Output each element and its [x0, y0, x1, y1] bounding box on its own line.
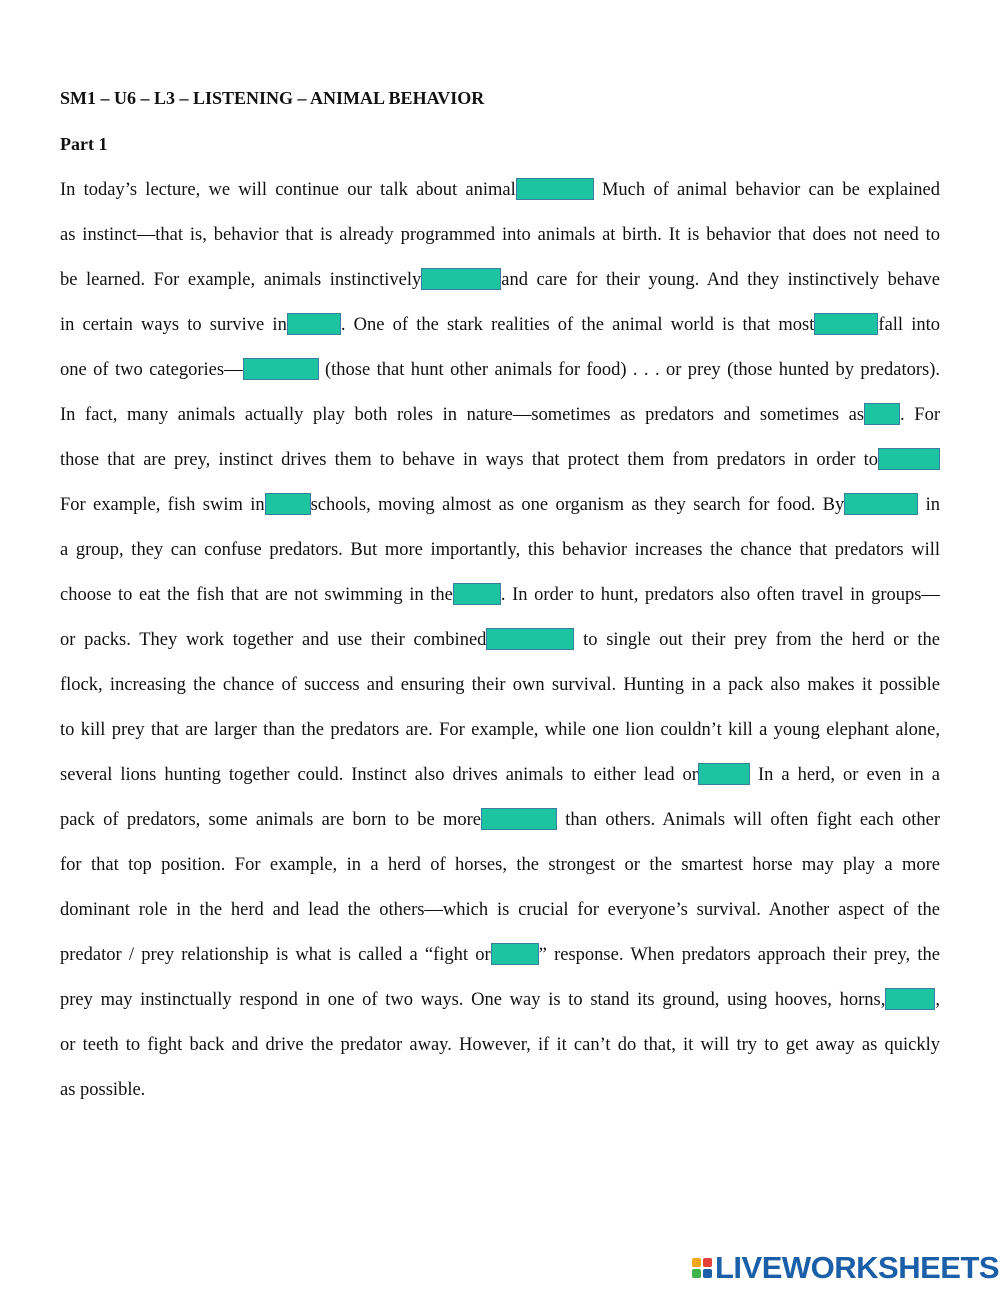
passage-line: [60, 985, 940, 1015]
answer-blank[interactable]: [878, 448, 940, 470]
text-segment: several lions hunting together could. Instinct also drives animals to either lead or: [60, 765, 698, 785]
logo-mark-icon: [692, 1258, 712, 1278]
text-segment: a group, they can confuse predators. But more importantly, this behavior increases the chance that predators will: [60, 540, 940, 560]
text-segment: In a herd, or even in a: [749, 765, 940, 785]
text-segment: those that are prey, instinct drives them to behave in ways that protect them from predators in order to: [60, 450, 878, 470]
text-segment: For example, fish swim in: [60, 495, 265, 515]
text-segment: or packs. They work together and use their combined: [60, 630, 487, 650]
text-segment: choose to eat the fish that are not swimming in the: [60, 585, 453, 605]
answer-blank[interactable]: [287, 313, 341, 335]
text-segment: (those that hunt other animals for food) . . . or prey (those hunted by predators).: [318, 360, 940, 380]
text-segment: In today’s lecture, we will continue our talk about animal: [60, 180, 516, 200]
answer-blank[interactable]: [491, 943, 539, 965]
logo-square: [692, 1258, 701, 1267]
logo-square: [703, 1269, 712, 1278]
text-segment: as instinct—that is, behavior that is already programmed into animals at birth. It is behavior that does not need to: [60, 225, 940, 245]
text-segment: ” response. When predators approach their prey, the: [538, 945, 940, 965]
text-segment: fall into: [878, 315, 941, 335]
logo-text: LIVEWORKSHEETS: [715, 1250, 1000, 1285]
passage-line: [60, 895, 940, 925]
text-segment: prey may instinctually respond in one of two ways. One way is to stand its ground, using hooves, horns,: [60, 990, 886, 1010]
text-segment: Much of animal behavior can be explained: [593, 180, 940, 200]
text-segment: In fact, many animals actually play both roles in nature—sometimes as predators and sometimes as: [60, 405, 865, 425]
logo-square: [703, 1258, 712, 1267]
answer-blank[interactable]: [885, 988, 935, 1010]
passage-line: [60, 355, 940, 385]
answer-blank[interactable]: [421, 268, 501, 290]
text-segment: one of two categories—: [60, 360, 243, 380]
liveworksheets-logo: [692, 1252, 999, 1284]
text-segment: than others. Animals will often fight each other: [557, 810, 940, 830]
passage-line: [60, 490, 940, 520]
answer-blank[interactable]: [814, 313, 878, 335]
answer-blank[interactable]: [265, 493, 311, 515]
text-segment: dominant role in the herd and lead the others—which is crucial for everyone’s survival. Another aspect of the: [60, 900, 940, 920]
passage-line: [60, 1075, 940, 1105]
text-segment: or teeth to fight back and drive the predator away. However, if it can’t do that, it will try to get away as quickly: [60, 1035, 940, 1055]
text-segment: in: [918, 495, 941, 515]
text-segment: flock, increasing the chance of success and ensuring their own survival. Hunting in a pack also makes it possible: [60, 675, 940, 695]
passage-line: [60, 265, 940, 295]
passage-line: [60, 1030, 940, 1060]
text-segment: and care for their young. And they instinctively behave: [501, 270, 941, 290]
text-segment: to kill prey that are larger than the predators are. For example, while one lion couldn’t kill a young elephant alone,: [60, 720, 940, 740]
passage-line: [60, 400, 940, 430]
worksheet-title: SM1 – U6 – L3 – LISTENING – ANIMAL BEHAVIOR: [60, 88, 485, 108]
text-segment: . For: [900, 405, 940, 425]
answer-blank[interactable]: [243, 358, 319, 380]
text-segment: in certain ways to survive in: [60, 315, 287, 335]
passage-line: [60, 940, 940, 970]
logo-square: [692, 1269, 701, 1278]
passage-line: [60, 805, 940, 835]
text-segment: . In order to hunt, predators also often travel in groups—: [500, 585, 941, 605]
answer-blank[interactable]: [844, 493, 918, 515]
answer-blank[interactable]: [698, 763, 750, 785]
passage-line: [60, 670, 940, 700]
part-heading: Part 1: [60, 134, 108, 154]
answer-blank[interactable]: [516, 178, 594, 200]
text-segment: be learned. For example, animals instinctively: [60, 270, 422, 290]
passage-line: [60, 445, 940, 475]
passage-line: [60, 310, 940, 340]
answer-blank[interactable]: [481, 808, 557, 830]
passage-line: [60, 760, 940, 790]
text-segment: as possible.: [60, 1080, 146, 1100]
text-segment: for that top position. For example, in a herd of horses, the strongest or the smartest horse may play a more: [60, 855, 940, 875]
passage-line: [60, 850, 940, 880]
text-segment: . One of the stark realities of the animal world is that most: [340, 315, 815, 335]
passage-line: [60, 625, 940, 655]
answer-blank[interactable]: [486, 628, 574, 650]
text-segment: predator / prey relationship is what is called a “fight or: [60, 945, 491, 965]
text-segment: ,: [935, 990, 940, 1010]
passage-line: [60, 535, 940, 565]
text-segment: pack of predators, some animals are born to be more: [60, 810, 481, 830]
answer-blank[interactable]: [453, 583, 501, 605]
answer-blank[interactable]: [864, 403, 900, 425]
passage-line: [60, 715, 940, 745]
passage-line: [60, 580, 940, 610]
passage-line: [60, 175, 940, 205]
text-segment: schools, moving almost as one organism as they search for food. By: [310, 495, 845, 515]
text-segment: to single out their prey from the herd or the: [574, 630, 940, 650]
passage-line: [60, 220, 940, 250]
